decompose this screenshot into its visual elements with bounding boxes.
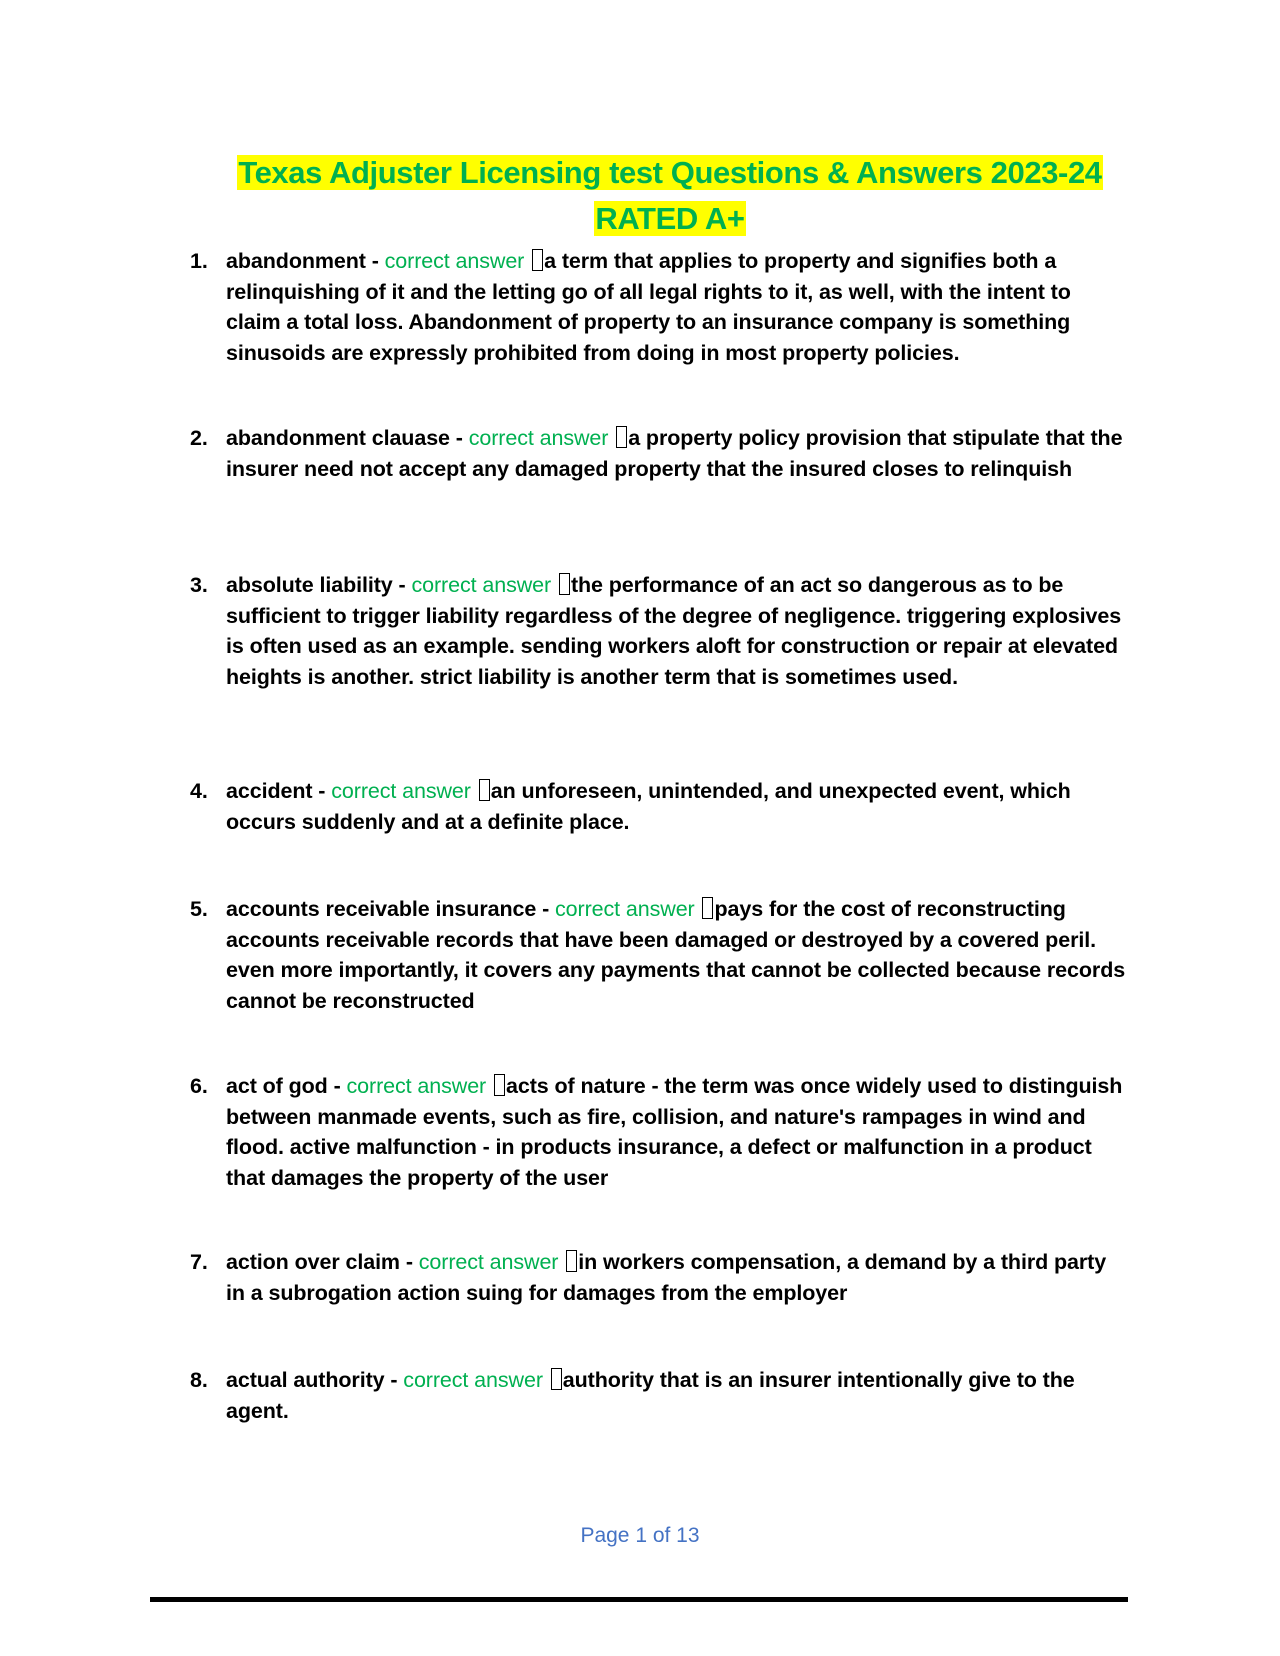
item-body bbox=[226, 570, 1130, 692]
item-term: accounts receivable insurance - bbox=[226, 897, 556, 921]
item-definition: in workers compensation, a demand by a third party in a subrogation action suing for damages from the employer bbox=[226, 1250, 1107, 1305]
item-body bbox=[226, 1247, 1130, 1308]
item-term: abandonment - bbox=[226, 249, 385, 273]
missing-glyph-icon bbox=[532, 249, 543, 271]
item-body bbox=[226, 1071, 1130, 1193]
item-number: 3. bbox=[190, 573, 208, 597]
item-body bbox=[226, 423, 1130, 484]
item-body bbox=[226, 894, 1130, 1016]
correct-answer-label: correct answer bbox=[411, 573, 552, 597]
qa-item-3 bbox=[190, 570, 1130, 692]
item-definition: a term that applies to property and signifies both a relinquishing of it and the letting go of all legal rights to it, as well, with the intent to claim a total loss. Abandonment of property to an insurance company is something sinusoids are expressly prohibited from doing in most property policies. bbox=[226, 249, 1071, 365]
missing-glyph-icon bbox=[702, 897, 713, 919]
item-body bbox=[226, 776, 1130, 837]
missing-glyph-icon bbox=[616, 426, 627, 448]
title-highlight: Texas Adjuster Licensing test Questions & Answers 2023-24 RATED A+ bbox=[238, 155, 1102, 236]
qa-item-8 bbox=[190, 1365, 1130, 1426]
qa-item-1 bbox=[190, 246, 1130, 368]
item-body bbox=[226, 1365, 1130, 1426]
correct-answer-label: correct answer bbox=[468, 426, 609, 450]
item-number: 8. bbox=[190, 1368, 208, 1392]
item-definition: acts of nature - the term was once widely used to distinguish between manmade events, such as fire, collision, and nature's rampages in wind and flood. active malfunction - in products insurance, a defect or malfunction in a product that damages the property of the user bbox=[226, 1074, 1123, 1190]
correct-answer-label: correct answer bbox=[555, 897, 695, 921]
missing-glyph-icon bbox=[551, 1368, 562, 1390]
item-number: 4. bbox=[190, 779, 208, 803]
item-term: action over claim - bbox=[226, 1250, 419, 1274]
item-definition: the performance of an act so dangerous as to be sufficient to trigger liability regardless of the degree of negligence. triggering explosives is often used as an example. sending workers aloft for construction or repair at elevated heights is another. strict liability is another term that is sometimes used. bbox=[226, 573, 1122, 689]
item-definition: an unforeseen, unintended, and unexpected event, which occurs suddenly and at a definite place. bbox=[226, 779, 1071, 834]
correct-answer-label: correct answer bbox=[418, 1250, 559, 1274]
item-term: abandonment clauase - bbox=[226, 426, 469, 450]
item-number: 2. bbox=[190, 426, 208, 450]
item-term: absolute liability - bbox=[226, 573, 412, 597]
item-body bbox=[226, 246, 1130, 368]
missing-glyph-icon bbox=[479, 779, 490, 801]
missing-glyph-icon bbox=[566, 1250, 577, 1272]
missing-glyph-icon bbox=[559, 573, 570, 595]
document-title bbox=[220, 150, 1120, 242]
missing-glyph-icon bbox=[494, 1074, 505, 1096]
qa-item-7 bbox=[190, 1247, 1130, 1308]
footer-divider bbox=[150, 1597, 1128, 1602]
correct-answer-label: correct answer bbox=[384, 249, 525, 273]
correct-answer-label: correct answer bbox=[403, 1368, 543, 1392]
qa-item-5 bbox=[190, 894, 1130, 1016]
item-definition: pays for the cost of reconstructing accounts receivable records that have been damaged or destroyed by a covered peril. even more importantly, it covers any payments that cannot be collected because records cannot be reconstructed bbox=[226, 897, 1126, 1013]
item-definition: authority that is an insurer intentionally give to the agent. bbox=[226, 1368, 1075, 1423]
qa-item-6 bbox=[190, 1071, 1130, 1193]
item-number: 1. bbox=[190, 249, 208, 273]
item-definition: a property policy provision that stipulate that the insurer need not accept any damaged property that the insured closes to relinquish bbox=[226, 426, 1123, 481]
item-number: 5. bbox=[190, 897, 208, 921]
item-number: 7. bbox=[190, 1250, 208, 1274]
qa-item-4 bbox=[190, 776, 1130, 837]
item-number: 6. bbox=[190, 1074, 208, 1098]
correct-answer-label: correct answer bbox=[331, 779, 471, 803]
item-term: accident - bbox=[226, 779, 332, 803]
correct-answer-label: correct answer bbox=[346, 1074, 487, 1098]
item-term: act of god - bbox=[226, 1074, 347, 1098]
qa-item-2 bbox=[190, 423, 1130, 484]
page-number-footer: Page 1 of 13 bbox=[580, 1524, 700, 1547]
item-term: actual authority - bbox=[226, 1368, 404, 1392]
